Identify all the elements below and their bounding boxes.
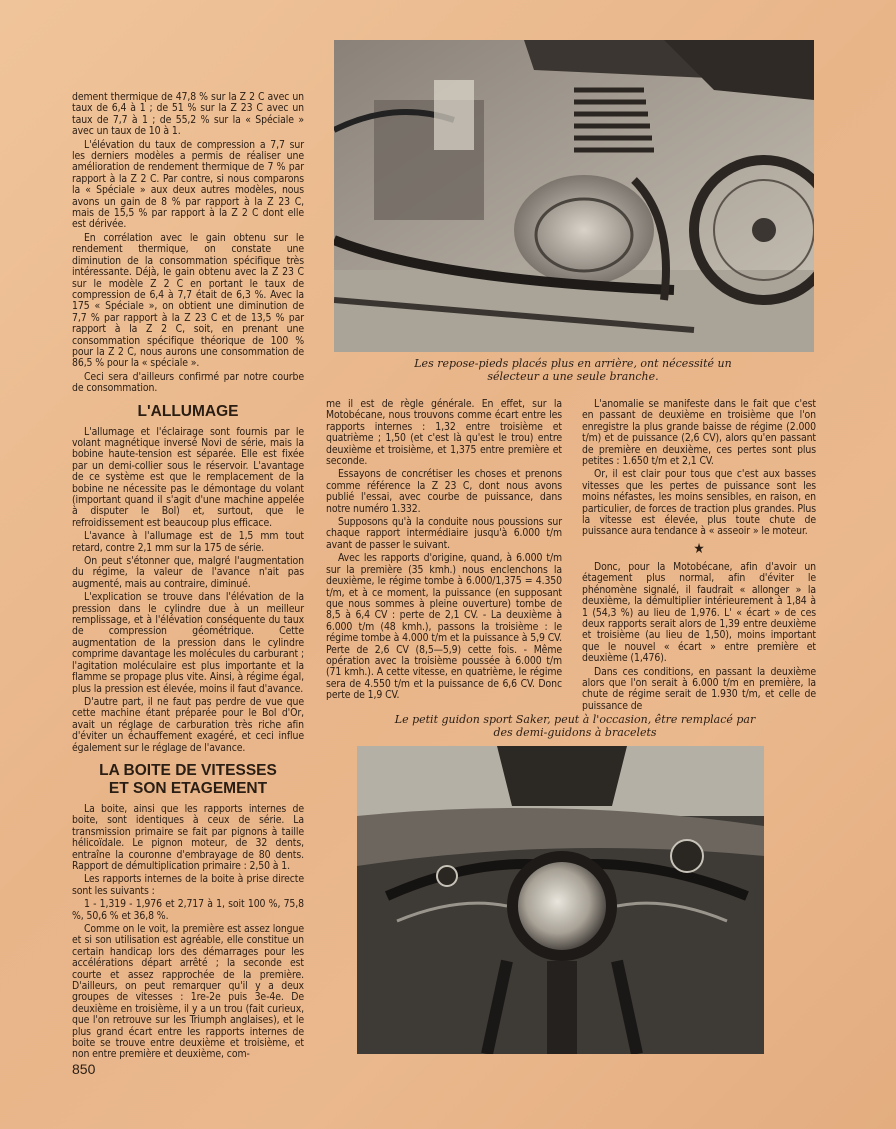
col1-allumage-p1: L'allumage et l'éclairage sont fournis par le volant magnétique inversé Novi de série, mais la bobine haute-tension est séparée. Elle est fixée par un demi-collier sous le réservoir. L'avantage de ce système est que le remplacement de la bobine ne nécessite pas le démontage du volant (important quand il s'agit d'une machine appelée à disputer le Bol) et, surtout, que le refroidissement est beaucoup plus efficace. bbox=[72, 425, 304, 529]
col1-intro-p3: En corrélation avec le gain obtenu sur le rendement thermique, on constate une diminution de la consommation spécifique très intéressante. Déjà, le gain obtenu avec la Z 23 C sur le modèle Z 2 C en portant le taux de compression de 6,4 à 7,7 était de 6,3 %. Avec la 175 « Spéciale », on obtient une diminution de 7,7 % par rapport à la Z 23 C et de 13,5 % par rapport à la Z 2 C, soit, en prenant une consommation spécifique théorique de 100 % pour la Z 2 C, nous aurons une consommation de 86,5 % pour la « spéciale ». bbox=[72, 231, 304, 370]
col1-boite-p4: Comme on le voit, la première est assez longue et si son utilisation est agréable, elle constitue un certain handicap lors des démarrages pour les accélérations départ arrêté ; la seconde est courte et assez rapprochée de la première. D'ailleurs, on peut remarquer qu'il y a deux groupes de vitesses : 1re-2e puis 3e-4e. De deuxième en troisième, il y a un trou (fait curieux, que l'on retrouve sur les Triumph anglaises), et le plus grand écart entre les rapports internes de boite se trouve entre deuxième et troisième, et non entre première et deuxième, com- bbox=[72, 923, 304, 1061]
handlebar-photo bbox=[357, 746, 764, 1054]
column-1 bbox=[72, 92, 304, 1063]
heading-boite-1: LA BOITE DE VITESSES bbox=[99, 761, 277, 779]
col1-allumage-p4: L'explication se trouve dans l'élévation de la pression dans le cylindre due à un meilleur remplissage, et à l'élévation conséquente du taux de compression géométrique. Cette augmentation de la pression dans le cylindre comprime davantage les molécules du carburant ; l'agitation moléculaire est plus importante et la flamme se propage plus vite. Ainsi, à régime égal, plus la pression est élevée, moins il faut d'avance. bbox=[72, 591, 304, 695]
col1-intro-p4: Ceci sera d'ailleurs confirmé par notre courbe de consommation. bbox=[72, 370, 304, 395]
col1-allumage-p5: D'autre part, il ne faut pas perdre de vue que cette machine étant préparée pour le Bol d'Or, avait un réglage de carburation très riche afin d'éviter un échauffement exagéré, et ceci influe également sur le réglage de l'avance. bbox=[72, 695, 304, 754]
col3-p4: Dans ces conditions, en passant la deuxième alors que l'on serait à 6.000 t/m en première, la chute de régime serait de 1.930 t/m, et celle de puissance de bbox=[582, 665, 816, 712]
col2-p3: Supposons qu'à la conduite nous poussions sur chaque rapport intermédiaire jusqu'à 6.000 t/m avant de passer le suivant. bbox=[326, 516, 562, 551]
engine-photo bbox=[334, 40, 814, 352]
col1-allumage-p3: On peut s'étonner que, malgré l'augmentation du régime, la valeur de l'avance n'ait pas augmenté, mais au contraire, diminué. bbox=[72, 555, 304, 590]
col1-allumage-p2: L'avance à l'allumage est de 1,5 mm tout retard, contre 2,1 mm sur la 175 de série. bbox=[72, 530, 304, 554]
col2-p2: Essayons de concrétiser les choses et prenons comme référence la Z 23 C, dont nous avons publié l'essai, avec courbe de puissance, dans notre numéro 1.332. bbox=[326, 468, 562, 515]
col2-p1: me il est de règle générale. En effet, sur la Motobécane, nous trouvons comme écart entre les rapports internes : 1,32 entre troisième et quatrième ; 1,50 (et c'est là qu'est le trou) entre deuxième et troisième, et 1,375 entre première et seconde. bbox=[326, 398, 562, 468]
col1-boite-p3: 1 - 1,319 - 1,976 et 2,717 à 1, soit 100 %, 75,8 %, 50,6 % et 36,8 %. bbox=[72, 898, 304, 922]
column-2 bbox=[326, 399, 562, 704]
heading-boite-2: ET SON ETAGEMENT bbox=[108, 779, 268, 797]
engine-photo-image bbox=[334, 40, 814, 352]
col3-p1: L'anomalie se manifeste dans le fait que c'est en passant de deuxième en troisième que l'on enregistre la plus grande baisse de régime (2.000 t/m) et de puissance (2,6 CV), alors qu'en passant de première en deuxième, ces pertes sont plus petites : 1.650 t/m et 2,1 CV. bbox=[582, 398, 816, 468]
star-separator: ★ bbox=[693, 540, 705, 557]
col1-intro-p2: L'élévation du taux de compression a 7,7 sur les derniers modèles a permis de réaliser une amélioration de rendement thermique de 7 % par rapport à la Z 2 C. Par contre, si nous comparons la « Spéciale » aux deux autres modèles, nous avons un gain de 8 % par rapport à la Z 23 C, mais de 15,5 % par rapport à la Z 2 C dont elle est dérivée. bbox=[72, 138, 304, 231]
bottom-photo-caption: Le petit guidon sport Saker, peut à l'occasion, être remplacé par des demi-guidons à bracelets bbox=[394, 713, 756, 739]
col1-boite-p1: La boite, ainsi que les rapports internes de boite, sont identiques à ceux de série. La transmission primaire se fait par pignons à taille hélicoïdale. Le pignon moteur, de 32 dents, entraîne la couronne d'embrayage de 80 dents. Rapport de démultiplication primaire : 2,50 à 1. bbox=[72, 802, 304, 872]
column-3 bbox=[582, 399, 816, 714]
heading-allumage: L'ALLUMAGE bbox=[137, 402, 239, 420]
page-number: 850 bbox=[72, 1061, 96, 1077]
col1-boite-p2: Les rapports internes de la boite à prise directe sont les suivants : bbox=[72, 873, 304, 897]
col2-p4: Avec les rapports d'origine, quand, à 6.000 t/m sur la première (35 kmh.) nous enclenchons la deuxième, le régime tombe à 6.000/1,375 = 4.350 t/m, et à ce moment, la puissance (en supposant que nous sommes à pleine ouverture) tombe de 8,5 à 6,4 CV : perte de 2,1 CV. - La deuxième à 6.000 t/m (48 kmh.), passons la troisième : le régime tombe à 4.000 t/m et la puissance à 5,9 CV. Perte de 2,6 CV (8,5—5,9) cette fois. - Même opération avec la troisième poussée à 6.000 t/m (71 kmh.). A cette vitesse, en quatrième, le régime sera de 4.550 t/m et la puissance de 6,6 CV. Donc perte de 1,9 CV. bbox=[326, 552, 562, 702]
top-photo-caption: Les repose-pieds placés plus en arrière, ont nécessité un sélecteur a une seule branche. bbox=[414, 357, 732, 383]
col3-p3: Donc, pour la Motobécane, afin d'avoir un étagement plus normal, afin d'éviter le phénomène signalé, il faudrait « allonger » la deuxième, la démultiplier intérieurement à 1,84 à 1 (54,3 %) au lieu de 1,976. L' « écart » de ces deux rapports serait alors de 1,39 entre deuxième et troisième (au lieu de 1,50), moins important que le nouvel « écart » entre première et deuxième (1,476). bbox=[582, 560, 816, 665]
col3-p2: Or, il est clair pour tous que c'est aux basses vitesses que les pertes de puissance sont les moins néfastes, les moins sensibles, en raison, en particulier, de forces de traction plus grandes. Plus la vitesse est élevée, plus toute chute de puissance aura tendance à « asseoir » le moteur. bbox=[582, 468, 816, 538]
handlebar-photo-image bbox=[357, 746, 764, 1054]
col1-intro-p1: dement thermique de 47,8 % sur la Z 2 C avec un taux de 6,4 à 1 ; de 51 % sur la Z 23 C avec un taux de 7,7 à 1 ; de 55,2 % sur la « Spéciale » avec un taux de 10 à 1. bbox=[72, 91, 304, 138]
